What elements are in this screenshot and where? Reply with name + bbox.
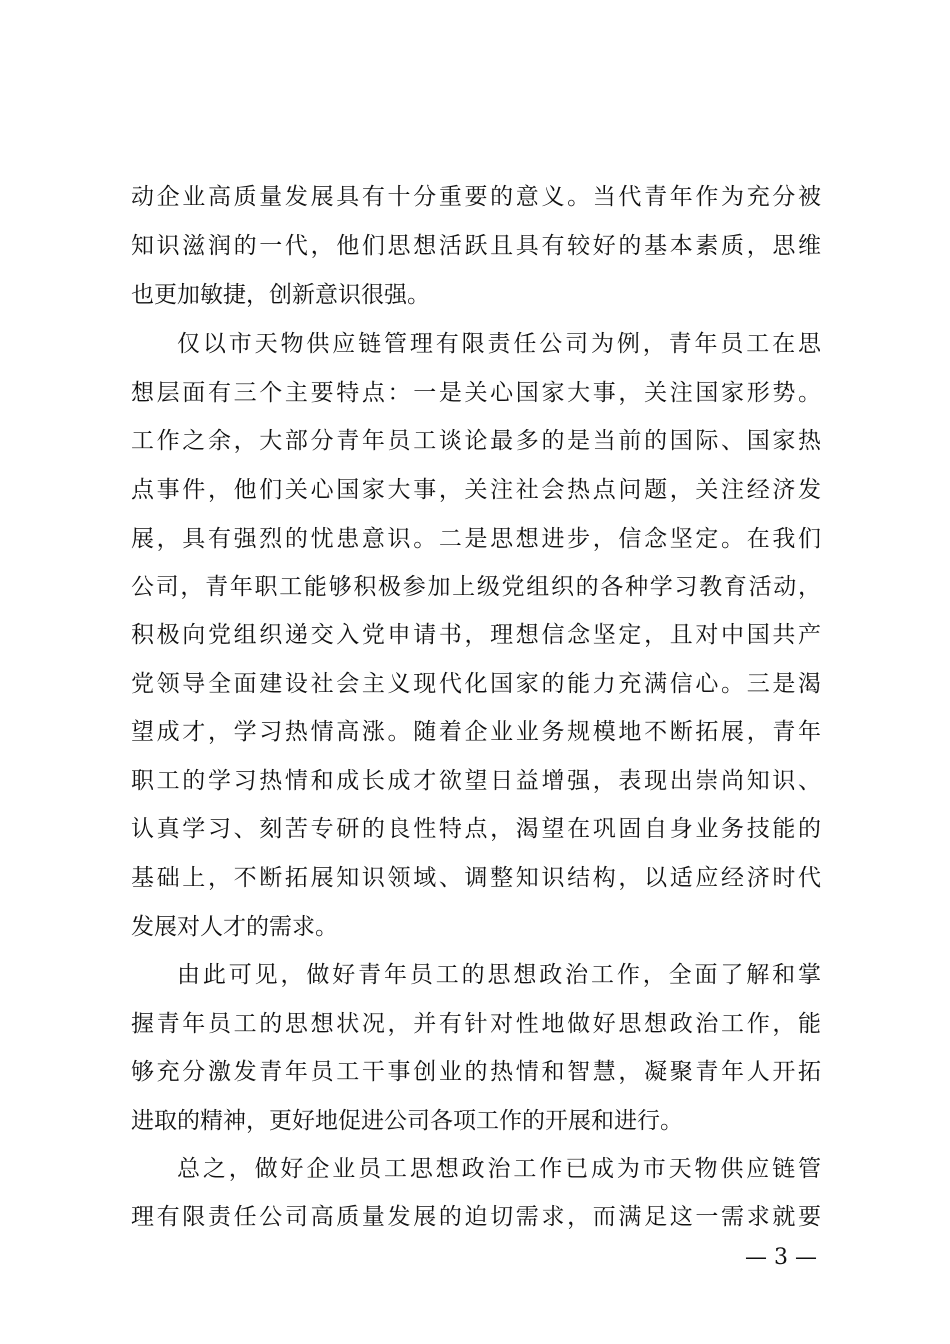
paragraph-2-line-13: 发展对人才的需求。 — [131, 914, 338, 940]
paragraph-2-line-4: 点事件，他们关心国家大事，关注社会热点问题，关注经济发 — [131, 477, 821, 503]
paragraph-1-line-2: 知识滋润的一代，他们思想活跃且具有较好的基本素质，思维 — [131, 233, 821, 259]
paragraph-4-line-1: 总之，做好企业员工思想政治工作已成为市天物供应链管 — [177, 1156, 821, 1182]
paragraph-2-line-9: 望成才，学习热情高涨。随着企业业务规模地不断拓展，青年 — [131, 719, 821, 745]
paragraph-2-line-12: 基础上，不断拓展知识领域、调整知识结构，以适应经济时代 — [131, 865, 821, 891]
paragraph-2-line-2: 想层面有三个主要特点：一是关心国家大事，关注国家形势。 — [131, 380, 821, 406]
paragraph-3-line-2: 握青年员工的思想状况，并有针对性地做好思想政治工作，能 — [131, 1011, 821, 1037]
page-number: — 3 — — [745, 1245, 817, 1270]
paragraph-3-line-3: 够充分激发青年员工干事创业的热情和智慧，凝聚青年人开拓 — [131, 1059, 821, 1085]
paragraph-2-line-6: 公司，青年职工能够积极参加上级党组织的各种学习教育活动， — [131, 574, 821, 600]
paragraph-2-line-3: 工作之余，大部分青年员工谈论最多的是当前的国际、国家热 — [131, 428, 821, 454]
paragraph-1-line-3: 也更加敏捷，创新意识很强。 — [131, 282, 430, 308]
paragraph-2-line-11: 认真学习、刻苦专研的良性特点，渴望在巩固自身业务技能的 — [131, 816, 821, 842]
paragraph-2-line-10: 职工的学习热情和成长成才欲望日益增强，表现出崇尚知识、 — [131, 768, 821, 794]
paragraph-4-line-2: 理有限责任公司高质量发展的迫切需求，而满足这一需求就要 — [131, 1204, 821, 1230]
paragraph-2-line-7: 积极向党组织递交入党申请书，理想信念坚定，且对中国共产 — [131, 622, 821, 648]
paragraph-2-line-8: 党领导全面建设社会主义现代化国家的能力充满信心。三是渴 — [131, 671, 821, 697]
paragraph-2-line-1: 仅以市天物供应链管理有限责任公司为例，青年员工在思 — [177, 331, 821, 357]
paragraph-3-line-1: 由此可见，做好青年员工的思想政治工作，全面了解和掌 — [177, 962, 821, 988]
paragraph-1-line-1: 动企业高质量发展具有十分重要的意义。当代青年作为充分被 — [131, 184, 821, 210]
paragraph-2-line-5: 展，具有强烈的忧患意识。二是思想进步，信念坚定。在我们 — [131, 526, 821, 552]
paragraph-3-line-4: 进取的精神，更好地促进公司各项工作的开展和进行。 — [131, 1108, 683, 1134]
